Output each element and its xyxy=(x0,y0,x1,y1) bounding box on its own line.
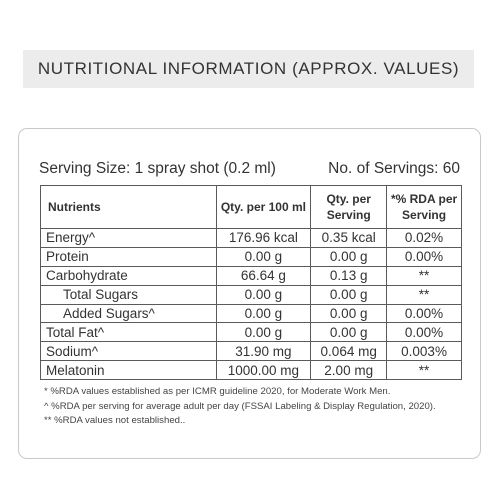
nutrient-name-cell: Carbohydrate xyxy=(41,266,217,285)
serving-size: Serving Size: 1 spray shot (0.2 ml) xyxy=(39,160,276,177)
nutrient-name-cell: Added Sugars^ xyxy=(41,304,217,323)
qty-per-100ml-cell: 0.00 g xyxy=(216,285,311,304)
table-body xyxy=(41,229,462,380)
qty-per-serving-cell: 0.064 mg xyxy=(311,342,387,361)
table-row xyxy=(41,304,462,323)
rda-cell: 0.00% xyxy=(387,247,462,266)
nutrient-name-cell: Total Fat^ xyxy=(41,323,217,342)
column-header-rda: *% RDA per Serving xyxy=(387,186,462,229)
column-header-per-100ml: Qty. per 100 ml xyxy=(216,186,311,229)
nutrient-name-cell: Melatonin xyxy=(41,361,217,380)
qty-per-serving-cell: 2.00 mg xyxy=(311,361,387,380)
table-row xyxy=(41,361,462,380)
rda-cell: 0.02% xyxy=(387,229,462,248)
nutrient-name-cell: Total Sugars xyxy=(41,285,217,304)
rda-cell: 0.00% xyxy=(387,304,462,323)
serving-info xyxy=(39,160,460,178)
footnote-rda-fssai: ^ %RDA per serving for average adult per day (FSSAI Labeling & Display Regulation, 2020). xyxy=(44,400,436,412)
servings-count: No. of Servings: 60 xyxy=(328,160,460,177)
footnote-rda-icmr: * %RDA values established as per ICMR guideline 2020, for Moderate Work Men. xyxy=(44,386,391,397)
page-title: NUTRITIONAL INFORMATION (APPROX. VALUES) xyxy=(37,59,460,78)
qty-per-100ml-cell: 66.64 g xyxy=(216,266,311,285)
qty-per-serving-cell: 0.00 g xyxy=(311,323,387,342)
qty-per-100ml-cell: 31.90 mg xyxy=(216,342,311,361)
rda-cell: 0.003% xyxy=(387,342,462,361)
rda-cell: ** xyxy=(387,361,462,380)
qty-per-serving-cell: 0.00 g xyxy=(311,304,387,323)
footnotes xyxy=(44,385,464,429)
nutrient-name-cell: Protein xyxy=(41,247,217,266)
qty-per-serving-cell: 0.00 g xyxy=(311,247,387,266)
footnote-rda-not-established: ** %RDA values not established.. xyxy=(44,415,186,426)
table-row xyxy=(41,323,462,342)
rda-cell: 0.00% xyxy=(387,323,462,342)
column-header-nutrients: Nutrients xyxy=(41,186,217,229)
column-header-per-serving: Qty. per Serving xyxy=(311,186,387,229)
table-row xyxy=(41,342,462,361)
qty-per-100ml-cell: 0.00 g xyxy=(216,323,311,342)
qty-per-serving-cell: 0.13 g xyxy=(311,266,387,285)
qty-per-100ml-cell: 0.00 g xyxy=(216,247,311,266)
table-row xyxy=(41,229,462,248)
qty-per-100ml-cell: 176.96 kcal xyxy=(216,229,311,248)
qty-per-100ml-cell: 0.00 g xyxy=(216,304,311,323)
qty-per-serving-cell: 0.00 g xyxy=(311,285,387,304)
rda-cell: ** xyxy=(387,266,462,285)
table-header-row xyxy=(41,186,462,229)
table-row xyxy=(41,266,462,285)
qty-per-100ml-cell: 1000.00 mg xyxy=(216,361,311,380)
table-row xyxy=(41,285,462,304)
nutrition-table xyxy=(40,185,462,380)
nutrient-name-cell: Sodium^ xyxy=(41,342,217,361)
qty-per-serving-cell: 0.35 kcal xyxy=(311,229,387,248)
page-header xyxy=(23,50,474,88)
table-row xyxy=(41,247,462,266)
rda-cell: ** xyxy=(387,285,462,304)
nutrient-name-cell: Energy^ xyxy=(41,229,217,248)
nutrition-card xyxy=(18,128,481,459)
